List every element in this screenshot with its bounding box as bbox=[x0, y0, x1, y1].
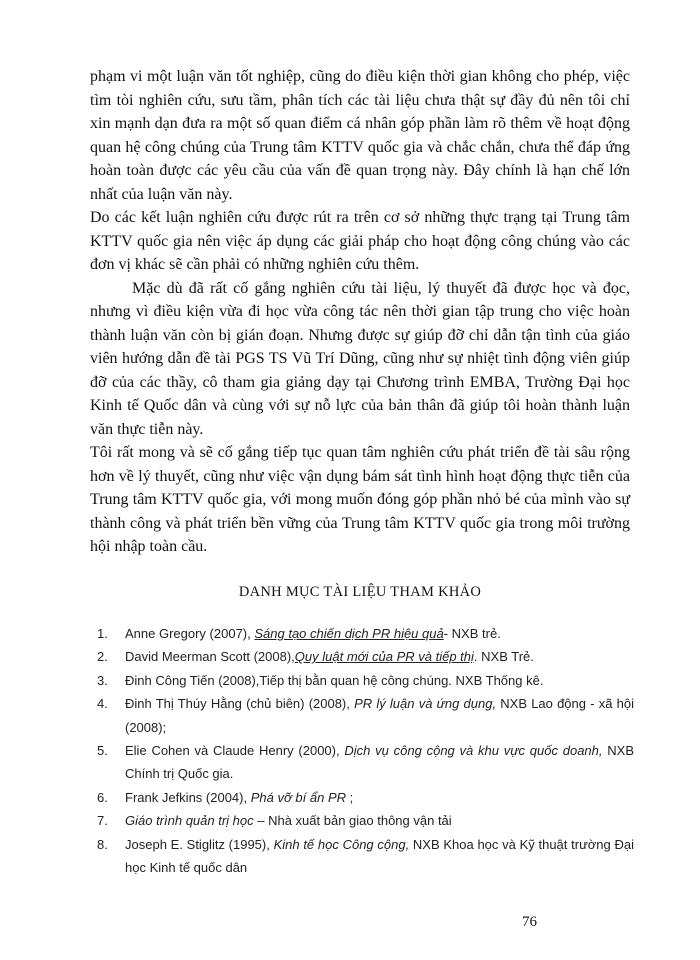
page-number: 76 bbox=[522, 914, 537, 930]
reference-item bbox=[97, 622, 634, 645]
reference-title: Sáng tạo chiến dịch PR hiệu quả bbox=[254, 626, 444, 641]
reference-item bbox=[97, 739, 634, 786]
reference-item bbox=[97, 833, 634, 880]
reference-number: 3. bbox=[97, 672, 108, 688]
reference-number: 6. bbox=[97, 789, 108, 805]
paragraph: Tôi rất mong và sẽ cố gắng tiếp tục quan tâm nghiên cứu phát triển đề tài sâu rộng hơn về lý thuyết, cũng như việc vận dụng bám sát tình hình hoạt động thực tiễn của Trung tâm KTTV quốc gia, với mong muốn đóng góp phần nhỏ bé của mình vào sự thành công và phát triển bền vững của Trung tâm KTTV quốc gia trong môi trường hội nhập toàn cầu. bbox=[90, 444, 630, 555]
reference-number: 8. bbox=[97, 836, 108, 852]
reference-number: 1. bbox=[97, 626, 108, 641]
reference-author: Đinh Công Tiến (2008),Tiếp thị bằn quan hệ công chúng. NXB Thống kê. bbox=[125, 672, 544, 688]
reference-publisher: NXB Lao động - xã hội (2008); bbox=[125, 696, 634, 735]
reference-item bbox=[97, 669, 634, 692]
reference-publisher: NXB Chính trị Quốc gia. bbox=[125, 743, 634, 782]
reference-title: Giáo trình quản trị học bbox=[125, 813, 254, 829]
references-list bbox=[97, 622, 634, 879]
reference-item bbox=[97, 809, 634, 832]
reference-item bbox=[97, 645, 634, 668]
body-text bbox=[90, 65, 630, 559]
reference-number: 7. bbox=[97, 813, 108, 829]
paragraph: Mặc dù đã rất cố gắng nghiên cứu tài liệu, lý thuyết đã được học và đọc, nhưng vì điều kiện vừa đi học vừa công tác nên thời gian tập trung cho việc hoàn thành luận văn còn bị gián đoạn. Nhưng được sự giúp đỡ chỉ dẫn tận tình của giáo viên hướng dẫn đề tài PGS TS Vũ Trí Dũng, cũng như sự nhiệt tình động viên giúp đỡ của các thầy, cô tham gia giảng dạy tại Chương trình EMBA, Trường Đại học Kinh tế Quốc dân và cùng với sự nỗ lực của bản thân đã giúp tôi hoàn thành luận văn thực tiễn này. bbox=[90, 279, 630, 438]
reference-author: David Meerman Scott (2008), bbox=[125, 649, 295, 665]
reference-title: Phá vỡ bí ẩn PR bbox=[250, 789, 347, 805]
reference-author: Elie Cohen và Claude Henry (2000), bbox=[125, 743, 345, 759]
reference-publisher: NXB Khoa học và Kỹ thuật trường Đại học Kinh tế quốc dân bbox=[125, 836, 634, 876]
reference-title: Kinh tế học Công cộng, bbox=[273, 836, 410, 852]
reference-number: 4. bbox=[97, 696, 108, 712]
reference-author: Đinh Thị Thúy Hằng (chủ biên) (2008), bbox=[125, 696, 355, 712]
references-title: DANH MỤC TÀI LIỆU THAM KHẢO bbox=[238, 584, 482, 600]
reference-publisher: - NXB trẻ. bbox=[443, 626, 501, 641]
reference-author: Frank Jefkins (2004), bbox=[125, 789, 251, 805]
paragraph: phạm vi một luận văn tốt nghiệp, cũng do điều kiện thời gian không cho phép, việc tìm tòi nghiên cứu, sưu tầm, phân tích các tài liệu chưa thật sự đầy đủ nên tôi chỉ xin mạnh dạn đưa ra một số quan điểm cá nhân góp phần làm rõ thêm về hoạt động quan hệ công chúng của Trung tâm KTTV quốc gia và chắc chắn, chưa thể đáp ứng hoàn toàn được các yêu cầu của vấn đề quan trọng này. Đây chính là hạn chế lớn nhất của luận văn này. bbox=[90, 68, 630, 203]
reference-item bbox=[97, 786, 634, 809]
reference-publisher: . NXB Trẻ. bbox=[473, 649, 534, 665]
reference-title: PR lý luận và ứng dụng, bbox=[354, 696, 497, 712]
paragraph: Do các kết luận nghiên cứu được rút ra trên cơ sở những thực trạng tại Trung tâm KTTV quốc gia nên việc áp dụng các giải pháp cho hoạt động công chúng vào các đơn vị khác sẽ cần phải có những nghiên cứu thêm. bbox=[90, 209, 630, 273]
reference-title: Dịch vụ công cộng và khu vực quốc doanh, bbox=[344, 743, 603, 759]
reference-author: Anne Gregory (2007), bbox=[125, 626, 255, 641]
reference-number: 2. bbox=[97, 649, 108, 665]
reference-item bbox=[97, 692, 634, 739]
reference-author: Joseph E. Stiglitz (1995), bbox=[125, 836, 274, 852]
reference-number: 5. bbox=[97, 743, 108, 759]
reference-publisher: ; bbox=[346, 789, 354, 805]
reference-publisher: – Nhà xuất bản giao thông vận tải bbox=[253, 813, 452, 829]
reference-title: Quy luật mới của PR và tiếp thị bbox=[294, 649, 474, 665]
